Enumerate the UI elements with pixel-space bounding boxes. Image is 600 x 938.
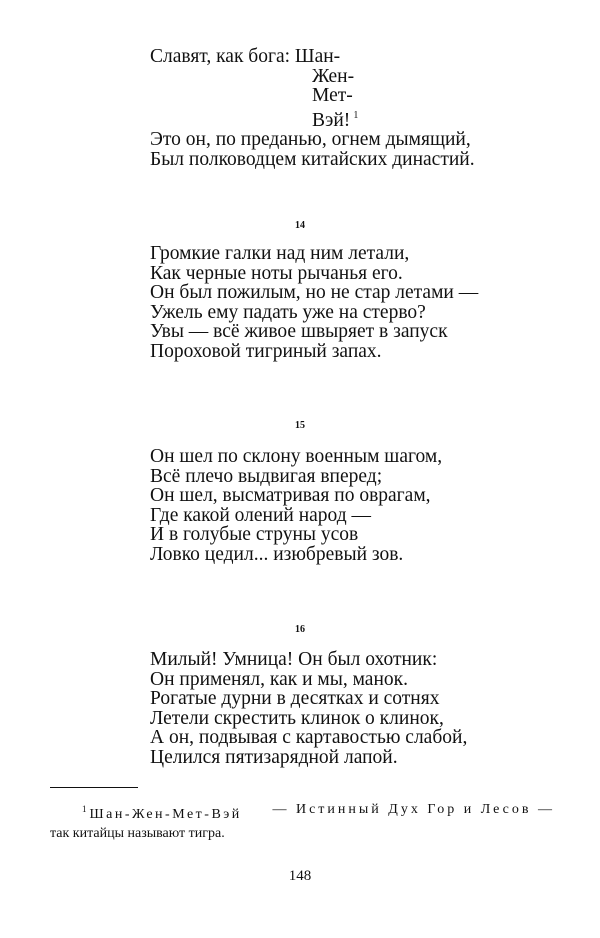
verse-line: А он, подвывая с картавостью слабой, (150, 727, 468, 749)
footnote-definition: — Истинный Дух Гор и Лесов — (272, 802, 555, 817)
footnote-line-1 (50, 800, 555, 824)
footnote-line-2: так китайцы называют тигра. (50, 826, 225, 841)
verse-line: И в голубые струны усов (150, 524, 359, 546)
verse-line: Увы — всё живое швыряет в запуск (150, 321, 448, 343)
verse-line: Он шел по склону военным шагом, (150, 446, 443, 467)
verse-line-text: Вэй! (312, 109, 351, 131)
verse-line: Целился пятизарядной лапой. (150, 746, 398, 768)
verse-line: Летели скрестить клинок о клинок, (150, 707, 444, 729)
footnote-term-group (82, 800, 242, 824)
footnote-marker: 1 (353, 109, 359, 121)
verse-line: Это он, по преданью, огнем дымящий, (150, 129, 471, 151)
verse-line: Милый! Умница! Он был охотник: (150, 649, 438, 670)
verse-line: Славят, как бога: Шан- (150, 46, 341, 67)
footnote-term: Шан-Жен-Мет-Вэй (89, 807, 242, 822)
verse-line: Ловко цедил... изюбревый зов. (150, 543, 404, 565)
verse-line: Где какой олений народ — (150, 504, 372, 526)
stanza-number: 15 (295, 420, 305, 431)
stanza-14 (150, 244, 478, 362)
verse-line: Ужель ему падать уже на стерво? (150, 301, 426, 323)
stanza-15 (150, 447, 442, 565)
stanza-number: 14 (295, 220, 305, 231)
verse-top (150, 47, 475, 170)
verse-line: Был полководцем китайских династий. (150, 148, 475, 170)
footnote-divider (50, 787, 138, 788)
stanza-16 (150, 650, 467, 768)
verse-line-with-footnote (150, 106, 475, 131)
verse-line: Мет- (312, 85, 353, 107)
verse-line: Пороховой тигриный запах. (150, 340, 382, 362)
page-number: 148 (288, 868, 312, 884)
verse-line: Он применял, как и мы, манок. (150, 668, 408, 690)
verse-line: Он шел, высматривая по оврагам, (150, 485, 431, 507)
verse-line: Как черные ноты рычанья его. (150, 262, 403, 284)
verse-line: Рогатые дурни в десятках и сотнях (150, 688, 440, 710)
verse-line: Всё плечо выдвигая вперед; (150, 465, 383, 487)
verse-line: Жен- (312, 65, 355, 87)
footnote (50, 800, 555, 843)
verse-line: Громкие галки над ним летали, (150, 243, 410, 264)
footnote-marker: 1 (82, 804, 87, 814)
stanza-number: 16 (295, 624, 305, 635)
verse-line: Он был пожилым, но не стар летами — (150, 282, 479, 304)
